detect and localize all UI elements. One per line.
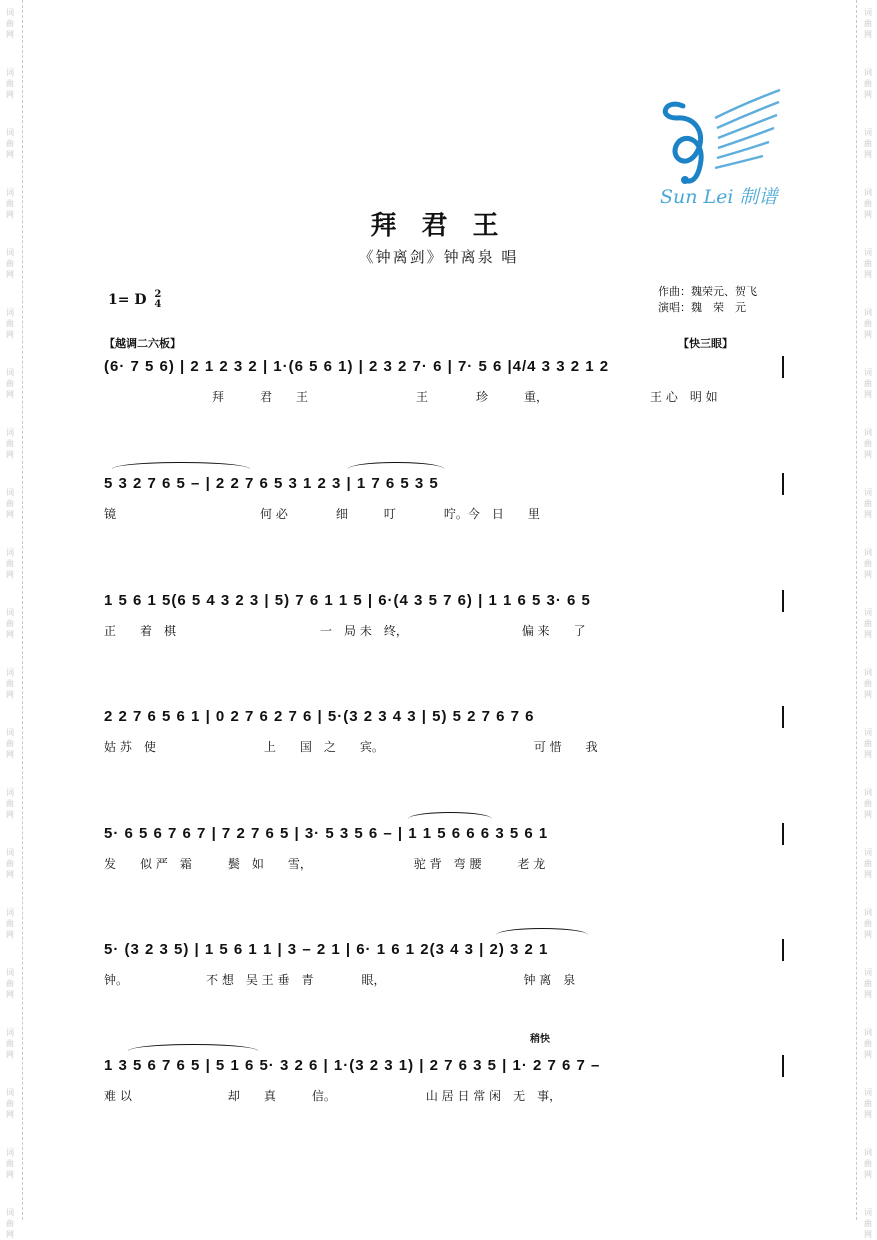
watermark-char: 曲 bbox=[864, 859, 872, 868]
watermark-char: 词 bbox=[6, 368, 14, 377]
watermark-char: 曲 bbox=[864, 19, 872, 28]
tempo-mark: 稍快 bbox=[530, 1034, 550, 1045]
barline bbox=[782, 1055, 784, 1077]
watermark-char: 词 bbox=[864, 488, 872, 497]
watermark-char: 词 bbox=[864, 68, 872, 77]
notation-line-1: (6· 7 5 6) | 2 1 2 3 2 | 1·(6 5 6 1) | 2 3 2 7· 6 | 7· 5 6 |4/4 3 3 2 1 2 bbox=[104, 358, 610, 375]
watermark-char: 词 bbox=[6, 1028, 14, 1037]
watermark-char: 词 bbox=[864, 308, 872, 317]
watermark-char: 词 bbox=[864, 128, 872, 137]
watermark-char: 曲 bbox=[6, 1039, 14, 1048]
watermark-char: 曲 bbox=[6, 499, 14, 508]
watermark-char: 网 bbox=[864, 1110, 872, 1119]
watermark-char: 曲 bbox=[6, 79, 14, 88]
watermark-char: 曲 bbox=[864, 1159, 872, 1168]
watermark-char: 词 bbox=[6, 8, 14, 17]
watermark-char: 曲 bbox=[6, 559, 14, 568]
notation-line-5: 5· 6 5 6 7 6 7 | 7 2 7 6 5 | 3· 5 3 5 6 – | 1 1 5 6 6 6 3 5 6 1 bbox=[104, 825, 549, 842]
watermark-char: 网 bbox=[6, 450, 14, 459]
watermark-char: 网 bbox=[864, 150, 872, 159]
section-tag-first: 【越调二六板】 bbox=[104, 337, 181, 350]
watermark-char: 网 bbox=[6, 270, 14, 279]
watermark-char: 曲 bbox=[6, 919, 14, 928]
watermark-char: 网 bbox=[6, 210, 14, 219]
notation-line-7: 1 3 5 6 7 6 5 | 5 1 6 5· 3 2 6 | 1·(3 2 3 1) | 2 7 6 3 5 | 1· 2 7 6 7 – bbox=[104, 1057, 601, 1074]
watermark-char: 词 bbox=[864, 1028, 872, 1037]
slur-mark bbox=[112, 462, 250, 469]
key-signature bbox=[108, 290, 161, 310]
left-margin-guide bbox=[22, 0, 35, 1220]
watermark-char: 词 bbox=[6, 848, 14, 857]
notation-line-4: 2 2 7 6 5 6 1 | 0 2 7 6 2 7 6 | 5·(3 2 3 4 3 | 5) 5 2 7 6 7 6 bbox=[104, 708, 535, 725]
barline bbox=[782, 823, 784, 845]
watermark-char: 曲 bbox=[864, 139, 872, 148]
watermark-char: 网 bbox=[6, 990, 14, 999]
watermark-char: 词 bbox=[6, 488, 14, 497]
watermark-char: 网 bbox=[864, 570, 872, 579]
watermark-char: 曲 bbox=[864, 79, 872, 88]
watermark-char: 词 bbox=[6, 308, 14, 317]
watermark-char: 词 bbox=[6, 68, 14, 77]
section-tag-second: 【快三眼】 bbox=[678, 337, 733, 350]
watermark-char: 词 bbox=[6, 788, 14, 797]
watermark-char: 词 bbox=[6, 1208, 14, 1217]
barline bbox=[782, 356, 784, 378]
watermark-char: 网 bbox=[6, 390, 14, 399]
lyrics-line-7: 难 以 却 真 信。 山 居 日 常 闲 无 事， bbox=[104, 1089, 562, 1103]
watermark-char: 网 bbox=[6, 1230, 14, 1239]
watermark-char: 网 bbox=[864, 930, 872, 939]
barline bbox=[782, 706, 784, 728]
watermark-char: 词 bbox=[6, 1088, 14, 1097]
watermark-char: 词 bbox=[864, 668, 872, 677]
watermark-char: 网 bbox=[6, 870, 14, 879]
composer-credit: 作曲：魏荣元、贺飞 bbox=[658, 285, 757, 298]
watermark-char: 词 bbox=[864, 788, 872, 797]
watermark-char: 网 bbox=[6, 930, 14, 939]
lyrics-line-2: 镜 何 必 细 叮 咛。今 日 里 bbox=[104, 507, 540, 521]
time-signature bbox=[154, 290, 161, 310]
watermark-char: 网 bbox=[6, 90, 14, 99]
watermark-char: 词 bbox=[6, 1148, 14, 1157]
watermark-char: 曲 bbox=[6, 1159, 14, 1168]
watermark-char: 网 bbox=[864, 630, 872, 639]
watermark-char: 网 bbox=[6, 630, 14, 639]
watermark-char: 曲 bbox=[6, 679, 14, 688]
watermark-char: 网 bbox=[864, 1230, 872, 1239]
notation-line-3: 1 5 6 1 5(6 5 4 3 2 3 | 5) 7 6 1 1 5 | 6·(4 3 5 7 6) | 1 1 6 5 3· 6 5 bbox=[104, 592, 591, 609]
watermark-char: 曲 bbox=[6, 1219, 14, 1228]
logo-text: Sun Lei 制谱 bbox=[660, 186, 778, 208]
watermark-char: 网 bbox=[864, 210, 872, 219]
watermark-char: 网 bbox=[864, 390, 872, 399]
watermark-char: 曲 bbox=[6, 1099, 14, 1108]
watermark-char: 词 bbox=[6, 128, 14, 137]
watermark-char: 曲 bbox=[864, 1039, 872, 1048]
watermark-char: 词 bbox=[6, 908, 14, 917]
watermark-char: 曲 bbox=[6, 379, 14, 388]
watermark-char: 曲 bbox=[6, 139, 14, 148]
watermark-char: 网 bbox=[6, 810, 14, 819]
watermark-char: 网 bbox=[6, 1110, 14, 1119]
watermark-char: 曲 bbox=[864, 379, 872, 388]
watermark-char: 曲 bbox=[864, 679, 872, 688]
song-subtitle: 《钟离剑》钟离泉 唱 bbox=[358, 248, 519, 266]
watermark-char: 网 bbox=[6, 1170, 14, 1179]
time-top: 2 bbox=[154, 289, 162, 300]
credits bbox=[658, 284, 757, 316]
watermark-char: 网 bbox=[864, 690, 872, 699]
watermark-char: 曲 bbox=[6, 259, 14, 268]
watermark-char: 词 bbox=[864, 848, 872, 857]
watermark-char: 网 bbox=[864, 30, 872, 39]
time-bottom: 4 bbox=[154, 299, 162, 310]
watermark-char: 词 bbox=[864, 548, 872, 557]
watermark-char: 曲 bbox=[864, 619, 872, 628]
key-label: 1= D bbox=[108, 292, 147, 308]
slur-mark bbox=[408, 812, 492, 819]
watermark-char: 曲 bbox=[864, 319, 872, 328]
watermark-char: 曲 bbox=[6, 799, 14, 808]
watermark-char: 词 bbox=[6, 428, 14, 437]
watermark-char: 曲 bbox=[864, 1219, 872, 1228]
watermark-char: 词 bbox=[864, 968, 872, 977]
watermark-char: 网 bbox=[6, 30, 14, 39]
lyrics-line-5: 发 似 严 霜 鬓 如 雪， 驼 背 弯 腰 老 龙 bbox=[104, 857, 546, 871]
lyrics-line-6: 钟。 不 想 吴 王 垂 青 眼， 钟 离 泉 bbox=[104, 973, 576, 987]
watermark-char: 网 bbox=[6, 150, 14, 159]
lyrics-line-3: 正 着 棋 一 局 未 终， 偏 来 了 bbox=[104, 624, 586, 638]
watermark-char: 网 bbox=[864, 450, 872, 459]
barline bbox=[782, 939, 784, 961]
watermark-char: 词 bbox=[864, 908, 872, 917]
watermark-char: 曲 bbox=[864, 799, 872, 808]
watermark-char: 网 bbox=[864, 990, 872, 999]
watermark-char: 词 bbox=[864, 728, 872, 737]
watermark-char: 网 bbox=[864, 810, 872, 819]
song-title: 拜 君 王 bbox=[370, 211, 507, 241]
watermark-char: 曲 bbox=[864, 199, 872, 208]
watermark-char: 网 bbox=[864, 1050, 872, 1059]
lyrics-line-1: 拜 君 王 王 珍 重， 王 心 明 如 bbox=[212, 390, 718, 404]
barline bbox=[782, 473, 784, 495]
watermark-char: 网 bbox=[6, 1050, 14, 1059]
watermark-char: 曲 bbox=[864, 739, 872, 748]
watermark-char: 曲 bbox=[6, 859, 14, 868]
watermark-char: 曲 bbox=[864, 439, 872, 448]
watermark-char: 网 bbox=[864, 90, 872, 99]
watermark-char: 词 bbox=[864, 1088, 872, 1097]
watermark-char: 曲 bbox=[864, 499, 872, 508]
singer-credit: 演唱：魏 荣 元 bbox=[658, 301, 746, 314]
watermark-char: 曲 bbox=[6, 319, 14, 328]
watermark-char: 网 bbox=[6, 570, 14, 579]
watermark-char: 词 bbox=[864, 1208, 872, 1217]
watermark-char: 网 bbox=[6, 510, 14, 519]
slur-mark bbox=[496, 928, 588, 935]
watermark-char: 词 bbox=[6, 728, 14, 737]
watermark-char: 曲 bbox=[864, 559, 872, 568]
watermark-char: 曲 bbox=[6, 619, 14, 628]
watermark-char: 网 bbox=[864, 510, 872, 519]
watermark-char: 词 bbox=[6, 548, 14, 557]
watermark-char: 网 bbox=[6, 330, 14, 339]
slur-mark bbox=[128, 1044, 258, 1051]
watermark-char: 网 bbox=[864, 1170, 872, 1179]
watermark-char: 词 bbox=[864, 428, 872, 437]
watermark-char: 网 bbox=[864, 270, 872, 279]
watermark-char: 网 bbox=[6, 750, 14, 759]
watermark-char: 曲 bbox=[6, 439, 14, 448]
watermark-char: 曲 bbox=[864, 919, 872, 928]
watermark-char: 曲 bbox=[864, 1099, 872, 1108]
watermark-char: 词 bbox=[864, 248, 872, 257]
watermark-char: 词 bbox=[864, 608, 872, 617]
watermark-char: 词 bbox=[6, 968, 14, 977]
watermark-char: 网 bbox=[864, 750, 872, 759]
notation-line-6: 5· (3 2 3 5) | 1 5 6 1 1 | 3 – 2 1 | 6· 1 6 1 2(3 4 3 | 2) 3 2 1 bbox=[104, 941, 549, 958]
notation-line-2: 5 3 2 7 6 5 – | 2 2 7 6 5 3 1 2 3 | 1 7 6 5 3 5 bbox=[104, 475, 439, 492]
watermark-char: 词 bbox=[6, 668, 14, 677]
watermark-char: 网 bbox=[864, 330, 872, 339]
watermark-char: 词 bbox=[864, 1148, 872, 1157]
watermark-char: 曲 bbox=[6, 979, 14, 988]
watermark-char: 网 bbox=[864, 870, 872, 879]
watermark-char: 曲 bbox=[864, 979, 872, 988]
barline bbox=[782, 590, 784, 612]
watermark-char: 词 bbox=[864, 368, 872, 377]
lyrics-line-4: 姑 苏 使 上 国 之 宾。 可 惜 我 bbox=[104, 740, 598, 754]
watermark-char: 网 bbox=[6, 690, 14, 699]
watermark-char: 曲 bbox=[6, 19, 14, 28]
watermark-char: 曲 bbox=[6, 199, 14, 208]
watermark-char: 词 bbox=[6, 248, 14, 257]
watermark-char: 词 bbox=[6, 608, 14, 617]
watermark-char: 词 bbox=[864, 8, 872, 17]
watermark-char: 词 bbox=[6, 188, 14, 197]
watermark-char: 曲 bbox=[864, 259, 872, 268]
watermark-char: 曲 bbox=[6, 739, 14, 748]
watermark-char: 词 bbox=[864, 188, 872, 197]
slur-mark bbox=[348, 462, 444, 469]
